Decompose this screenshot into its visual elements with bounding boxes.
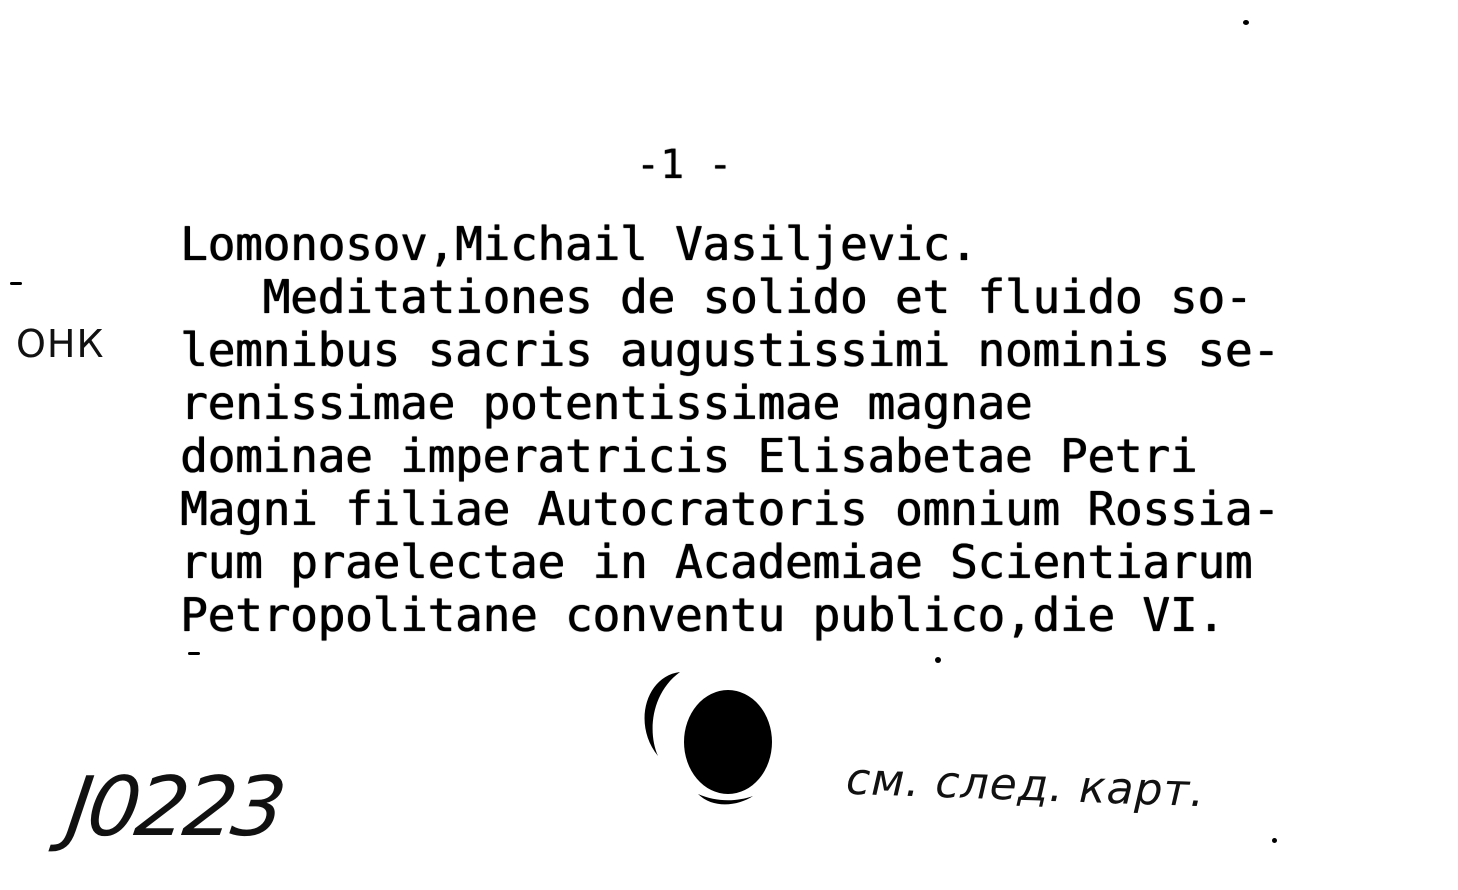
- ink-speck: [1272, 838, 1277, 843]
- page-number: -1 -: [636, 142, 733, 188]
- ink-speck: [1243, 20, 1249, 25]
- ink-speck: [935, 657, 941, 663]
- cross-reference-note: см. след. карт.: [845, 753, 1207, 818]
- punch-hole: [628, 664, 788, 814]
- ink-speck: [188, 652, 200, 655]
- title-description: Meditationes de solido et fluido so- lemnibus sacris augustissimi nominis se- renissimae potentissimae magnae dominae imperatricis Elisabetae Petri Magni filiae Autocratoris omnium Rossia- rum praelectae in Academiae Scientiarum Petropolitane conventu publico,die VI.: [180, 270, 1280, 642]
- accession-number: J0223: [61, 760, 288, 855]
- ink-speck: [10, 282, 22, 285]
- margin-note: ОНК: [16, 322, 105, 366]
- author-heading: Lomonosov,Michail Vasiljevic.: [180, 217, 978, 271]
